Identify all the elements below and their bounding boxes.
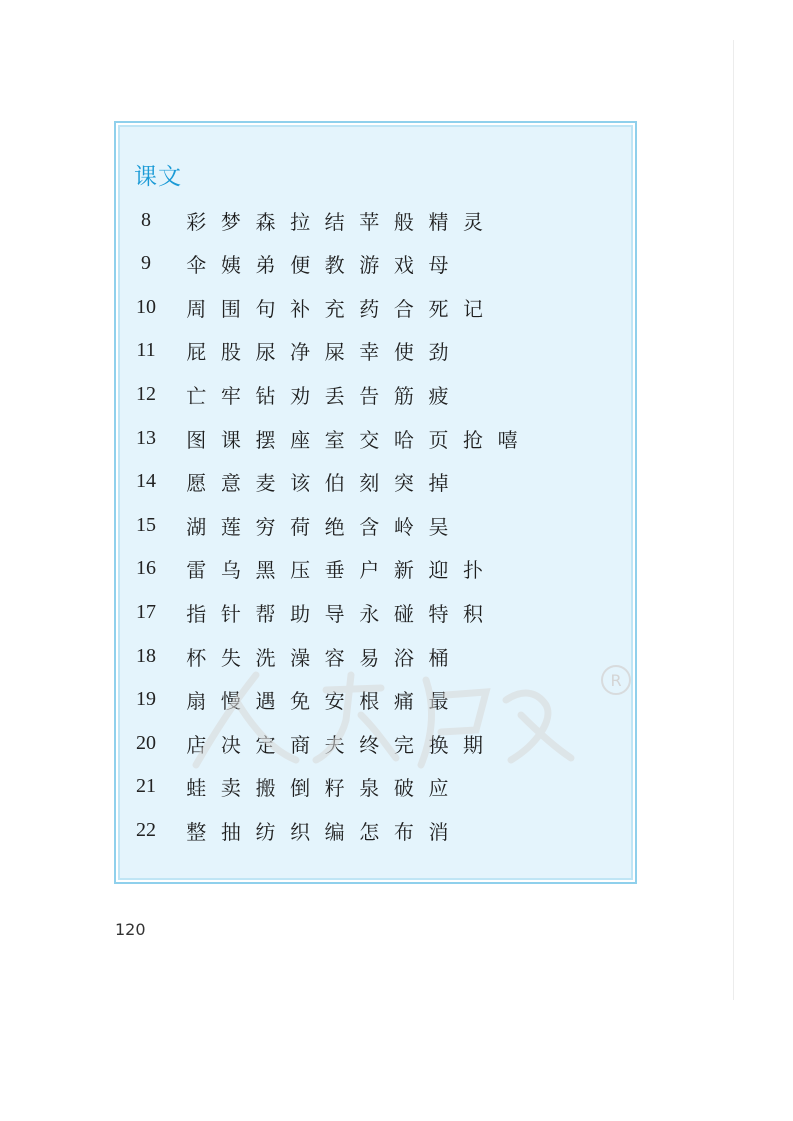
lesson-characters — [179, 467, 456, 496]
character: 意 — [220, 471, 241, 496]
lesson-number: 21 — [136, 775, 156, 798]
lesson-characters — [179, 772, 456, 801]
lesson-characters — [179, 293, 490, 322]
lesson-row — [116, 597, 490, 627]
page-number: 120 — [115, 920, 146, 939]
lesson-character-panel — [114, 121, 637, 884]
lesson-row — [116, 772, 456, 802]
character: 卖 — [220, 776, 241, 801]
character: 雷 — [186, 558, 207, 583]
character: 导 — [324, 601, 345, 626]
lesson-characters — [179, 380, 456, 409]
character: 换 — [428, 732, 449, 757]
character: 充 — [324, 296, 345, 321]
lesson-characters — [179, 598, 490, 627]
character: 永 — [359, 601, 380, 626]
character: 商 — [290, 732, 311, 757]
character: 室 — [324, 427, 345, 452]
character: 抢 — [463, 427, 484, 452]
character: 压 — [290, 558, 311, 583]
character: 句 — [255, 296, 276, 321]
character: 劝 — [290, 383, 311, 408]
character: 弟 — [255, 253, 276, 278]
character: 黑 — [255, 558, 276, 583]
character: 股 — [220, 340, 241, 365]
character: 蛙 — [186, 776, 207, 801]
character: 织 — [290, 819, 311, 844]
character: 洗 — [255, 645, 276, 670]
character: 筋 — [393, 383, 414, 408]
character: 便 — [290, 253, 311, 278]
character: 嘻 — [497, 427, 518, 452]
character: 绝 — [324, 514, 345, 539]
character: 泉 — [359, 776, 380, 801]
character: 扑 — [463, 558, 484, 583]
character: 布 — [393, 819, 414, 844]
character: 针 — [220, 601, 241, 626]
character: 荷 — [290, 514, 311, 539]
character: 牢 — [220, 383, 241, 408]
character: 戏 — [393, 253, 414, 278]
character: 摆 — [255, 427, 276, 452]
character: 完 — [393, 732, 414, 757]
character: 药 — [359, 296, 380, 321]
lesson-row — [116, 205, 490, 235]
character: 图 — [186, 427, 207, 452]
character: 帮 — [255, 601, 276, 626]
character: 母 — [428, 253, 449, 278]
character: 岭 — [393, 514, 414, 539]
character: 指 — [186, 601, 207, 626]
character: 彩 — [186, 209, 207, 234]
lesson-row — [116, 728, 490, 758]
character: 乌 — [220, 558, 241, 583]
character: 夫 — [324, 732, 345, 757]
character: 含 — [359, 514, 380, 539]
lesson-row — [116, 641, 456, 671]
character: 麦 — [255, 471, 276, 496]
character: 助 — [290, 601, 311, 626]
character: 梦 — [220, 209, 241, 234]
character: 碰 — [393, 601, 414, 626]
lesson-number: 12 — [136, 382, 156, 405]
character: 屎 — [324, 340, 345, 365]
character: 痛 — [393, 689, 414, 714]
lesson-characters — [179, 642, 456, 671]
character: 湖 — [186, 514, 207, 539]
character: 遇 — [255, 689, 276, 714]
character: 围 — [220, 296, 241, 321]
lesson-number: 8 — [141, 208, 151, 231]
character: 结 — [324, 209, 345, 234]
character: 课 — [220, 427, 241, 452]
lesson-number: 14 — [136, 470, 156, 493]
character: 掉 — [428, 471, 449, 496]
lesson-row — [116, 815, 456, 845]
lesson-row — [116, 685, 456, 715]
character: 尿 — [255, 340, 276, 365]
character: 该 — [290, 471, 311, 496]
character: 疲 — [428, 383, 449, 408]
page-edge-line — [733, 40, 734, 1000]
character: 穷 — [255, 514, 276, 539]
character: 教 — [324, 253, 345, 278]
character: 浴 — [393, 645, 414, 670]
character: 补 — [290, 296, 311, 321]
character: 根 — [359, 689, 380, 714]
character: 精 — [428, 209, 449, 234]
character: 游 — [359, 253, 380, 278]
character: 澡 — [290, 645, 311, 670]
lesson-characters — [179, 424, 525, 453]
lesson-number: 22 — [136, 818, 156, 841]
lesson-characters — [179, 729, 490, 758]
character: 破 — [393, 776, 414, 801]
character: 净 — [290, 340, 311, 365]
character: 户 — [359, 558, 380, 583]
lesson-number: 17 — [136, 600, 156, 623]
character: 定 — [255, 732, 276, 757]
character: 苹 — [359, 209, 380, 234]
lesson-number: 10 — [136, 295, 156, 318]
lesson-number: 15 — [136, 513, 156, 536]
lesson-row — [116, 379, 456, 409]
character: 突 — [393, 471, 414, 496]
character: 般 — [393, 209, 414, 234]
character: 灵 — [463, 209, 484, 234]
lesson-characters — [179, 336, 456, 365]
character: 记 — [463, 296, 484, 321]
character: 期 — [463, 732, 484, 757]
lesson-number: 16 — [136, 557, 156, 580]
character: 交 — [359, 427, 380, 452]
character: 容 — [324, 645, 345, 670]
character: 纺 — [255, 819, 276, 844]
character: 拉 — [290, 209, 311, 234]
character: 刻 — [359, 471, 380, 496]
character: 森 — [255, 209, 276, 234]
section-title: 课文 — [134, 164, 182, 190]
character: 伯 — [324, 471, 345, 496]
lesson-number: 13 — [136, 426, 156, 449]
lesson-characters — [179, 685, 456, 714]
character: 桶 — [428, 645, 449, 670]
character: 终 — [359, 732, 380, 757]
character: 劲 — [428, 340, 449, 365]
lesson-row — [116, 554, 490, 584]
character: 积 — [463, 601, 484, 626]
lesson-characters — [179, 511, 456, 540]
character: 垂 — [324, 558, 345, 583]
character: 伞 — [186, 253, 207, 278]
character: 使 — [393, 340, 414, 365]
character: 新 — [393, 558, 414, 583]
character: 迎 — [428, 558, 449, 583]
character: 周 — [186, 296, 207, 321]
lesson-number: 19 — [136, 688, 156, 711]
character: 应 — [428, 776, 449, 801]
character: 告 — [359, 383, 380, 408]
character: 店 — [186, 732, 207, 757]
character: 钻 — [255, 383, 276, 408]
character: 籽 — [324, 776, 345, 801]
character: 搬 — [255, 776, 276, 801]
lesson-number: 9 — [141, 252, 151, 275]
lesson-number: 20 — [136, 731, 156, 754]
character: 编 — [324, 819, 345, 844]
character: 座 — [290, 427, 311, 452]
character: 姨 — [220, 253, 241, 278]
lesson-characters — [179, 816, 456, 845]
character: 怎 — [359, 819, 380, 844]
character: 免 — [290, 689, 311, 714]
character: 最 — [428, 689, 449, 714]
character: 哈 — [393, 427, 414, 452]
character: 消 — [428, 819, 449, 844]
character: 莲 — [220, 514, 241, 539]
character: 亡 — [186, 383, 207, 408]
character: 丢 — [324, 383, 345, 408]
registered-mark: R — [610, 671, 622, 690]
lesson-characters — [179, 206, 490, 235]
lesson-characters — [179, 554, 490, 583]
lesson-row — [116, 292, 490, 322]
character: 合 — [393, 296, 414, 321]
lesson-row — [116, 336, 456, 366]
lesson-characters — [179, 249, 456, 278]
character: 特 — [428, 601, 449, 626]
character: 慢 — [220, 689, 241, 714]
lesson-row — [116, 510, 456, 540]
character: 失 — [220, 645, 241, 670]
character: 杯 — [186, 645, 207, 670]
character: 扇 — [186, 689, 207, 714]
lesson-row — [116, 249, 456, 279]
character: 抽 — [220, 819, 241, 844]
character: 愿 — [186, 471, 207, 496]
character: 屁 — [186, 340, 207, 365]
character: 页 — [428, 427, 449, 452]
character: 整 — [186, 819, 207, 844]
character: 死 — [428, 296, 449, 321]
lesson-number: 18 — [136, 644, 156, 667]
lesson-row — [116, 467, 456, 497]
character: 易 — [359, 645, 380, 670]
character: 决 — [220, 732, 241, 757]
character: 吴 — [428, 514, 449, 539]
lesson-number: 11 — [136, 339, 156, 362]
lesson-row — [116, 423, 525, 453]
character: 倒 — [290, 776, 311, 801]
character: 安 — [324, 689, 345, 714]
character: 幸 — [359, 340, 380, 365]
